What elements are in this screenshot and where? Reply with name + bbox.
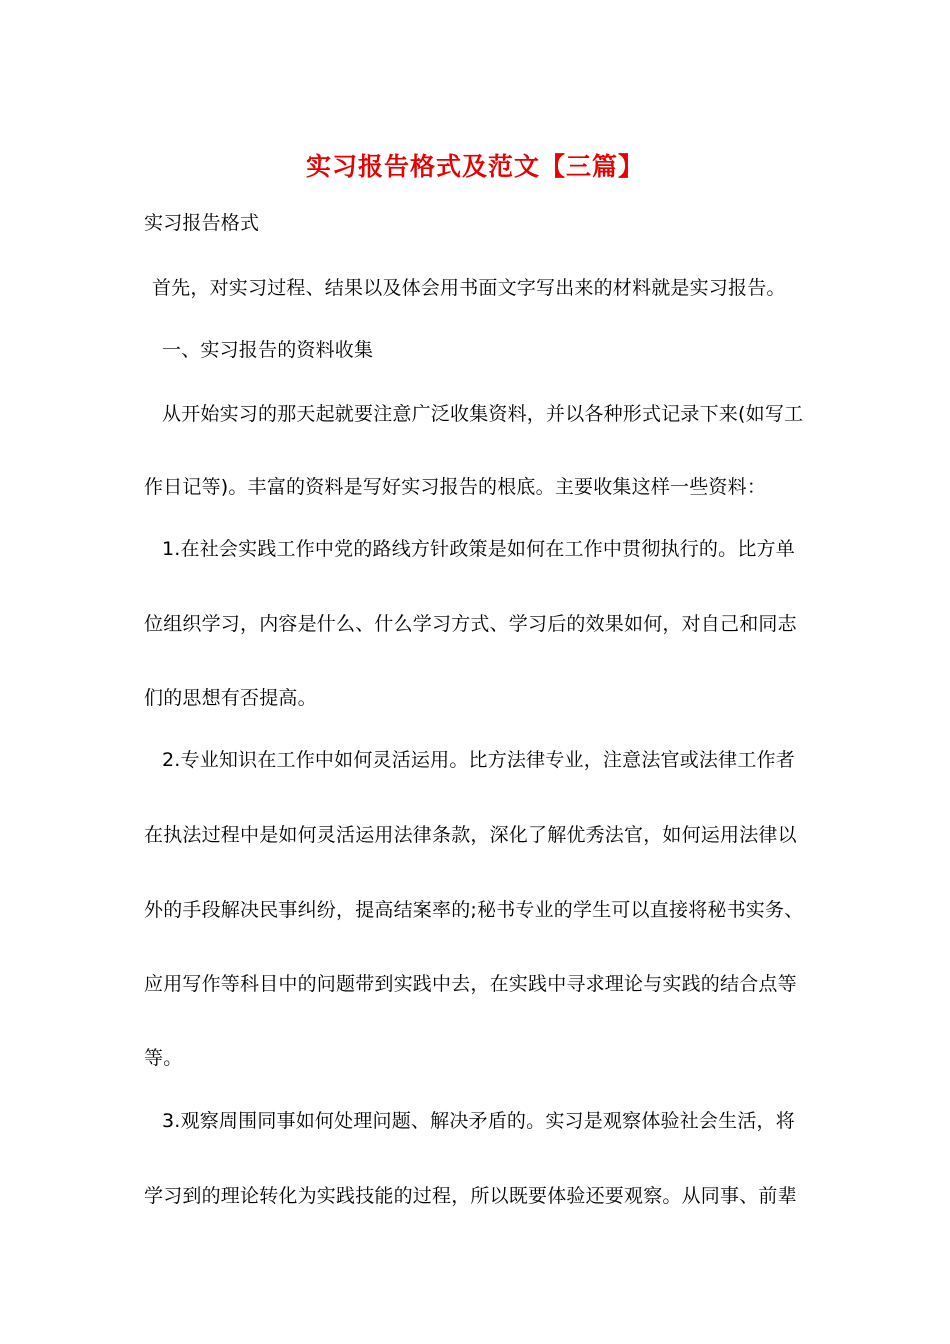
list-item-line: 应用写作等科目中的问题带到实践中去，在实践中寻求理论与实践的结合点等 bbox=[144, 973, 797, 995]
paragraph-line: 首先，对实习过程、结果以及体会用书面文字写出来的材料就是实习报告。 bbox=[152, 277, 786, 299]
list-item-line: 学习到的理论转化为实践技能的过程，所以既要体验还要观察。从同事、前辈 bbox=[144, 1185, 797, 1207]
list-item-line: 2.专业知识在工作中如何灵活运用。比方法律专业，注意法官或法律工作者 bbox=[162, 749, 795, 771]
paragraph-line: 从开始实习的那天起就要注意广泛收集资料，并以各种形式记录下来(如写工 bbox=[162, 403, 804, 425]
list-item-line: 外的手段解决民事纠纷，提高结案率的;秘书专业的学生可以直接将秘书实务、 bbox=[144, 899, 804, 921]
document-title: 实习报告格式及范文【三篇】 bbox=[305, 152, 644, 181]
list-item-line: 等。 bbox=[144, 1047, 183, 1069]
list-item-line: 们的思想有否提高。 bbox=[144, 687, 317, 709]
list-item-line: 1.在社会实践工作中党的路线方针政策是如何在工作中贯彻执行的。比方单 bbox=[162, 538, 795, 560]
list-item-line: 在执法过程中是如何灵活运用法律条款，深化了解优秀法官，如何运用法律以 bbox=[144, 824, 797, 846]
list-item-line: 位组织学习，内容是什么、什么学习方式、学习后的效果如何，对自己和同志 bbox=[144, 613, 797, 635]
section-heading: 实习报告格式 bbox=[144, 212, 260, 234]
subsection-heading: 一、实习报告的资料收集 bbox=[162, 339, 374, 361]
paragraph-line: 作日记等)。丰富的资料是写好实习报告的根底。主要收集这样一些资料： bbox=[144, 476, 767, 498]
list-item-line: 3.观察周围同事如何处理问题、解决矛盾的。实习是观察体验社会生活，将 bbox=[162, 1110, 795, 1132]
